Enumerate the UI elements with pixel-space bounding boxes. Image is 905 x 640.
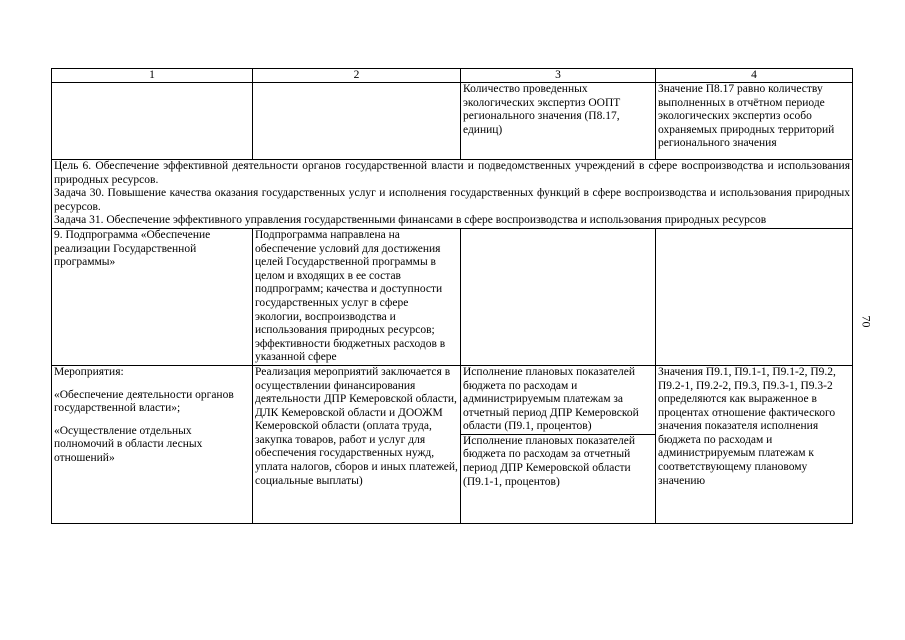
header-row: [52, 69, 853, 83]
measures-cell: [52, 365, 253, 523]
indicator-cell-2: [253, 83, 461, 160]
goal-6-text: Цель 6. Обеспечение эффективной деятельности органов государственной власти и подведомственных учреждений в сфере воспроизводства и использования природных ресурсов.: [54, 160, 850, 186]
subprogram-title-cell: 9. Подпрограмма «Обеспечение реализации Государственной программы»: [52, 228, 253, 365]
subprogram-cell-3: [461, 228, 656, 365]
indicator-cell-1: [52, 83, 253, 160]
indicator-row: [52, 83, 853, 160]
task-31-text: Задача 31. Обеспечение эффективного управления государственными финансами в сфере воспроизводства и использования природных ресурсов: [54, 214, 767, 227]
measures-method-cell: Значения П9.1, П9.1-1, П9.1-2, П9.2, П9.2-1, П9.2-2, П9.3, П9.3-1, П9.3-2 определяются как выраженное в процентах отношение фактического значения показателя исполнения бюджета по расходам и администрируемым платежам к соответствующему плановому значению: [656, 365, 853, 523]
indicator-name-cell: Количество проведенных экологических экспертиз ООПТ регионального значения (П8.17, единиц): [461, 83, 656, 160]
page-number: 70: [859, 315, 874, 328]
indicator-table: [51, 68, 853, 524]
header-col-1: 1: [52, 69, 253, 83]
indicator-method-cell: Значение П8.17 равно количеству выполненных в отчётном периоде экологических экспертиз особо охраняемых природных территорий регионального значения: [656, 83, 853, 160]
goals-row: [52, 160, 853, 229]
header-col-4: 4: [656, 69, 853, 83]
measure-item-1: «Обеспечение деятельности органов государственной власти»;: [54, 388, 234, 415]
goals-cell: [52, 160, 853, 229]
indicator-p9-1-1: Исполнение плановых показателей бюджета по расходам за отчетный период ДПР Кемеровской области (П9.1-1, процентов): [461, 434, 655, 489]
indicator-p9-1: Исполнение плановых показателей бюджета по расходам и администрируемым платежам за отчетный период ДПР Кемеровской области (П9.1, процентов): [463, 365, 639, 433]
subprogram-row: [52, 228, 853, 365]
measures-title: Мероприятия:: [54, 365, 124, 378]
measure-item-2: «Осуществление отдельных полномочий в области лесных отношений»: [54, 424, 203, 464]
header-col-2: 2: [253, 69, 461, 83]
measures-description-cell: Реализация мероприятий заключается в осуществлении финансирования деятельности ДПР Кемеровской области, ДЛК Кемеровской области и ДООЖМ Кемеровской области (оплата труда, закупка товаров, работ и услуг для обеспечения государственных нужд, уплата налогов, сборов и иных платежей, социальные выплаты): [253, 365, 461, 523]
subprogram-description-cell: Подпрограмма направлена на обеспечение условий для достижения целей Государственной программы в целом и входящих в ее состав подпрограмм; качества и доступности государственных услуг в сфере экологии, воспроизводства и использования природных ресурсов; эффективности бюджетных расходов в указанной сфере: [253, 228, 461, 365]
measures-row: [52, 365, 853, 523]
subprogram-cell-4: [656, 228, 853, 365]
measures-indicators-cell: [461, 365, 656, 523]
task-30-text: Задача 30. Повышение качества оказания государственных услуг и исполнения государственных функций в сфере воспроизводства и использования природных ресурсов.: [54, 187, 850, 213]
header-col-3: 3: [461, 69, 656, 83]
